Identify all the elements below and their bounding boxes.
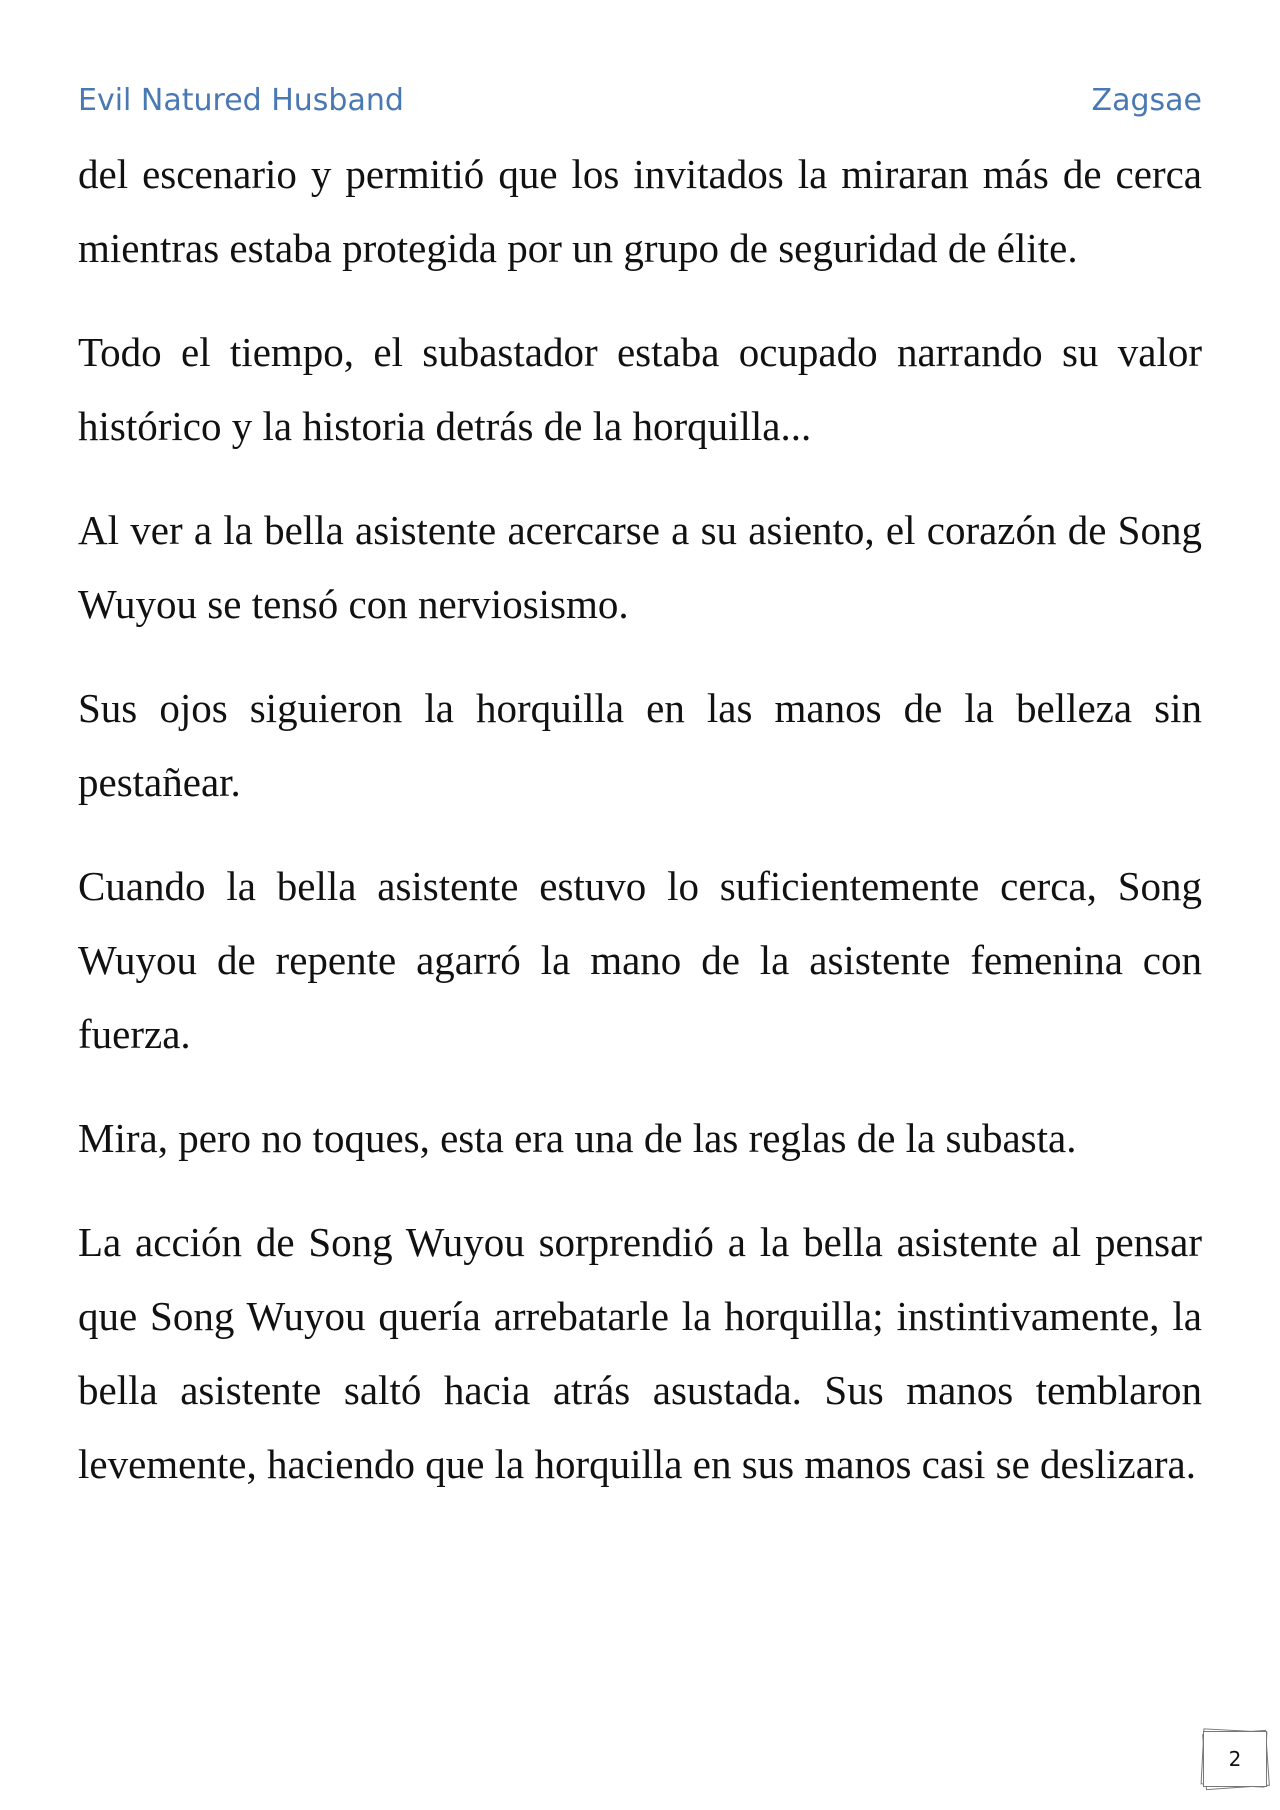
page-header (78, 78, 1202, 122)
paragraph: Todo el tiempo, el subastador estaba ocupado narrando su valor histórico y la historia detrás de la horquilla... (78, 329, 1202, 449)
body-text (78, 137, 1202, 1531)
paragraph: Sus ojos siguieron la horquilla en las manos de la belleza sin pestañear. (78, 685, 1202, 805)
header-author: Zagsae (1091, 82, 1202, 118)
paragraph: Al ver a la bella asistente acercarse a su asiento, el corazón de Song Wuyou se tensó con nerviosismo. (78, 507, 1202, 627)
paragraph: Cuando la bella asistente estuvo lo suficientemente cerca, Song Wuyou de repente agarró la mano de la asistente femenina con fuerza. (78, 863, 1202, 1057)
paragraph: del escenario y permitió que los invitados la miraran más de cerca mientras estaba protegida por un grupo de seguridad de élite. (78, 151, 1202, 271)
paragraph: La acción de Song Wuyou sorprendió a la bella asistente al pensar que Song Wuyou quería arrebatarle la horquilla; instintivamente, la bella asistente saltó hacia atrás asustada. Sus manos temblaron levemente, haciendo que la horquilla en sus manos casi se deslizara. (78, 1219, 1202, 1487)
page-number-box (1200, 1728, 1270, 1790)
paragraph: Mira, pero no toques, esta era una de las reglas de la subasta. (78, 1115, 1077, 1161)
page-number: 2 (1203, 1731, 1267, 1787)
header-book-title: Evil Natured Husband (78, 82, 404, 118)
